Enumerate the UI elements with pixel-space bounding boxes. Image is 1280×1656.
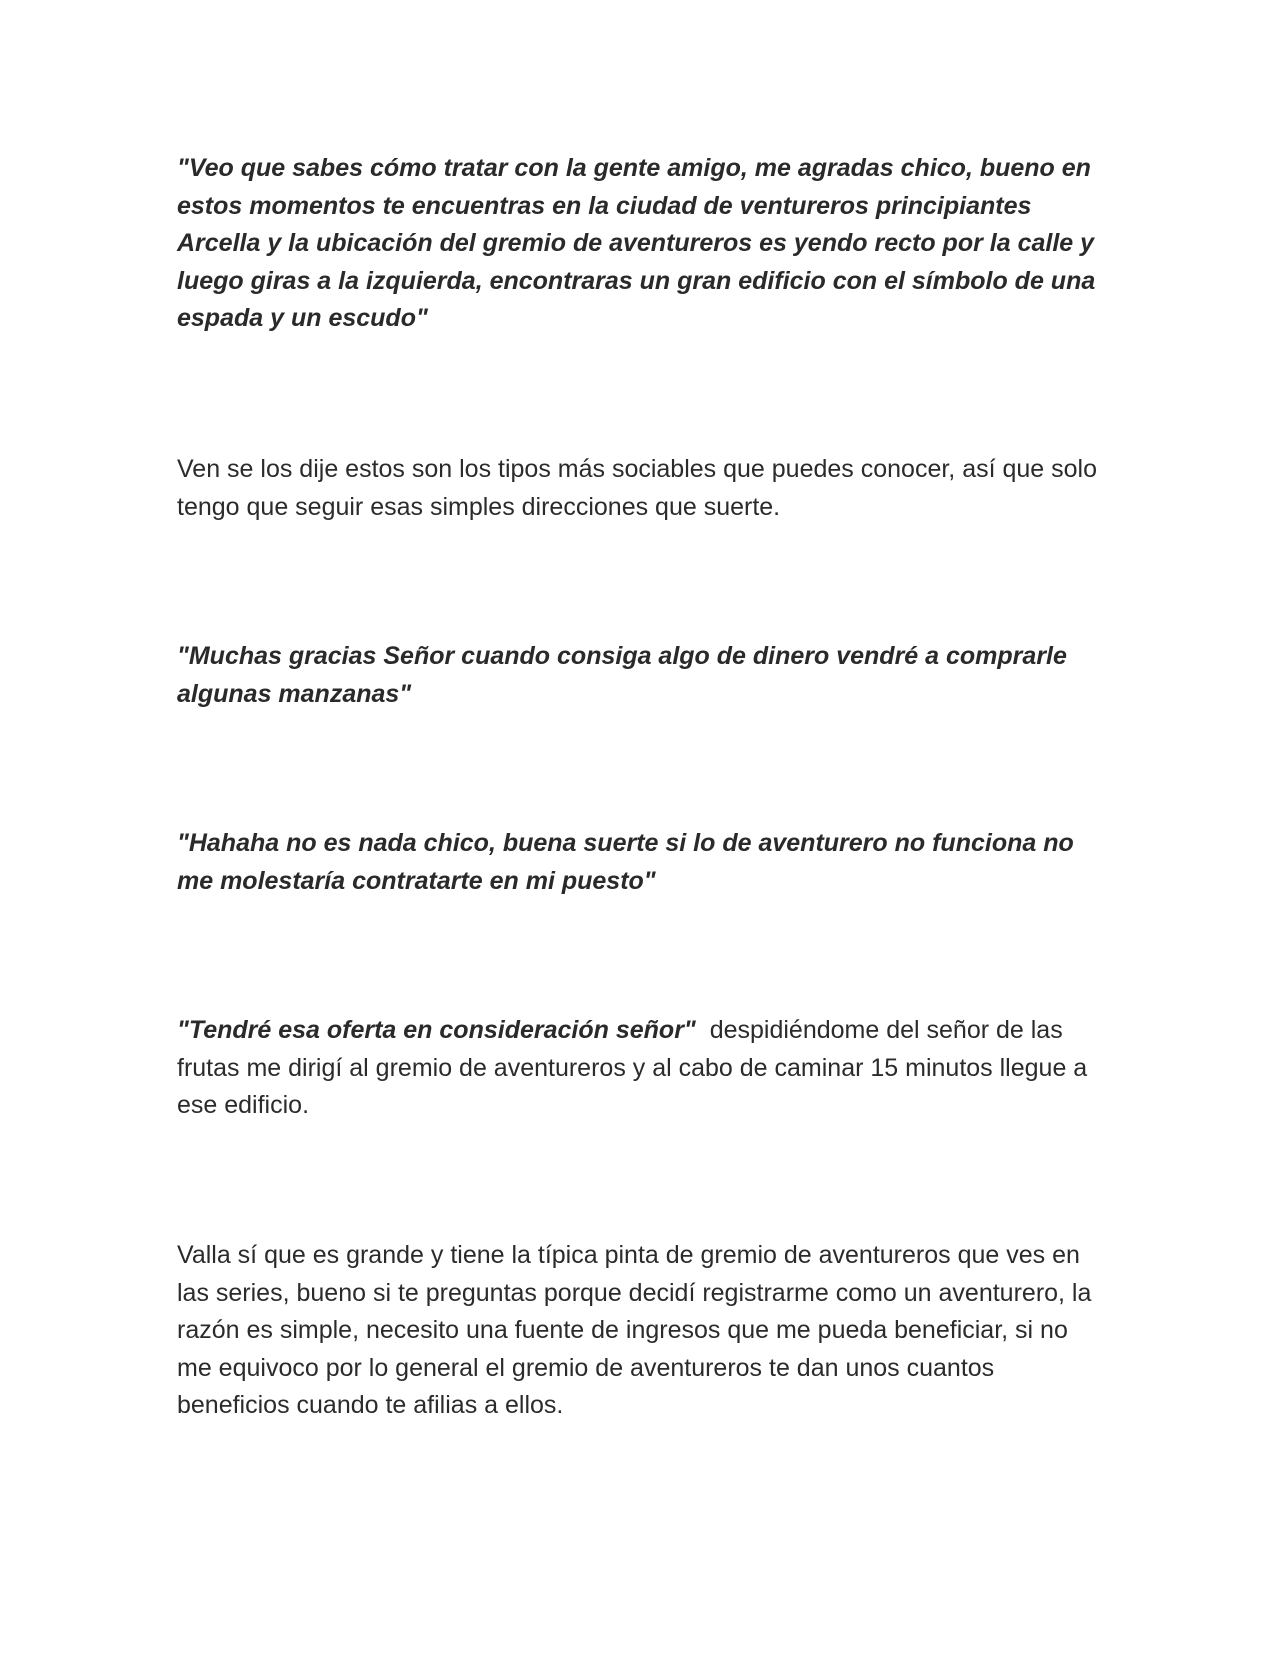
narration-span-walk-to-guild: despidiéndome del señor de las frutas me dirigí al gremio de aventureros y al cabo de caminar 15 minutos llegue a ese edificio. (177, 1016, 1088, 1120)
narration-paragraph-guild-building: Valla sí que es grande y tiene la típica pinta de gremio de aventureros que ves en las series, bueno si te preguntas porque decidí registrarme como un aventurero, la razón es simple, necesito una fuente de ingresos que me pueda beneficiar, si no me equivoco por lo general el gremio de aventureros te dan unos cuantos beneficios cuando te afilias a ellos. (177, 1241, 1092, 1420)
dialogue-paragraph-thanks: "Muchas gracias Señor cuando consiga algo de dinero vendré a comprarle algunas manzanas" (177, 642, 1067, 708)
dialogue-span-consideration: "Tendré esa oferta en consideración señor" (177, 1016, 696, 1044)
dialogue-paragraph-directions: "Veo que sabes cómo tratar con la gente amigo, me agradas chico, bueno en estos momentos te encuentras en la ciudad de ventureros principiantes Arcella y la ubicación del gremio de aventureros es yendo recto por la calle y luego giras a la izquierda, encontraras un gran edificio con el símbolo de una espada y un escudo" (177, 154, 1096, 333)
dialogue-paragraph-job-offer: "Hahaha no es nada chico, buena suerte si lo de aventurero no funciona no me molestaría contratarte en mi puesto" (177, 829, 1074, 895)
narration-paragraph-sociable: Ven se los dije estos son los tipos más sociables que puedes conocer, así que solo tengo que seguir esas simples direcciones que suerte. (177, 455, 1098, 521)
mixed-paragraph-farewell (177, 1012, 1107, 1125)
